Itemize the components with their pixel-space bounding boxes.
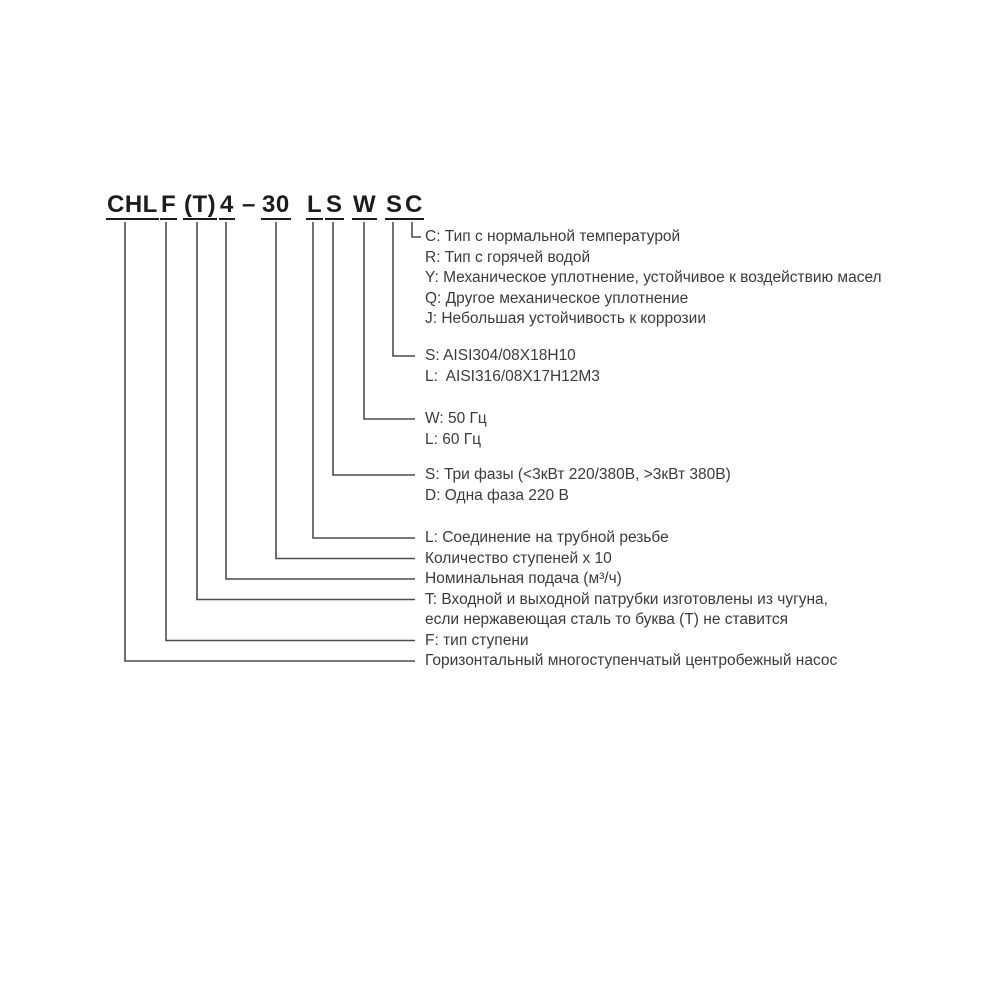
code-part-c: C	[405, 191, 423, 218]
code-part-f: F	[161, 191, 177, 218]
legend-line-connection: L: Соединение на трубной резьбе	[425, 529, 669, 546]
code-part-4: 4	[220, 191, 234, 218]
legend-line-nominal-flow: Номинальная подача (м³/ч)	[425, 570, 622, 587]
legend-block-bottom	[425, 528, 837, 672]
connector-l-to-connection	[313, 222, 415, 538]
legend-line-phase-s: S: Три фазы (<3кВт 220/380В, >3кВт 380В)	[425, 466, 731, 483]
code-part-chl: CHL	[107, 191, 158, 218]
connector-t-to-ports	[197, 222, 415, 600]
legend-line-temp-q: Q: Другое механическое уплотнение	[425, 289, 689, 307]
code-part-s1: S	[326, 191, 343, 218]
legend-line-stage-type: F: тип ступени	[425, 631, 529, 649]
code-part-s2: S	[386, 191, 403, 218]
connector-s-to-material	[393, 222, 415, 356]
legend-line-stage-count: Количество ступеней x 10	[425, 549, 612, 567]
connector-c-to-temperature	[412, 222, 421, 237]
legend-line-phase-d: D: Одна фаза 220 В	[425, 486, 569, 504]
code-part-dash: –	[242, 191, 256, 218]
connector-30-to-stages	[276, 222, 415, 559]
code-part-l1: L	[307, 191, 323, 218]
legend-line-temp-r: R: Тип с горячей водой	[425, 248, 591, 266]
legend-line-material-l: L: AISI316/08X17H12M3	[425, 367, 600, 385]
legend-block-frequency	[425, 409, 487, 450]
code-part-t: (T)	[184, 191, 217, 218]
connector-s-to-phase	[333, 222, 415, 475]
legend-line-temp-y: Y: Механическое уплотнение, устойчивое к воздействию масел	[425, 269, 882, 286]
connector-w-to-frequency	[364, 222, 415, 419]
connector-f-to-stage-type	[166, 222, 415, 641]
legend-line-freq-w: W: 50 Гц	[425, 410, 487, 427]
legend-line-temp-j: J: Небольшая устойчивость к коррозии	[425, 310, 706, 327]
legend-line-ports-2: если нержавеющая сталь то буква (Т) не ставится	[425, 611, 789, 628]
legend-line-material-s: S: AISI304/08X18H10	[425, 347, 576, 364]
connector-chl-to-pump-type	[125, 222, 415, 661]
code-part-30: 30	[262, 191, 290, 218]
legend-block-material	[425, 346, 600, 387]
legend-line-freq-l: L: 60 Гц	[425, 430, 482, 448]
legend-line-pump-type: Горизонтальный многоступенчатый центробежный насос	[425, 652, 838, 669]
connector-4-to-flow	[226, 222, 415, 579]
legend-block-phase	[425, 465, 731, 506]
legend-line-temp-c: C: Тип с нормальной температурой	[425, 228, 681, 245]
legend-line-ports-1: T: Входной и выходной патрубки изготовлены из чугуна,	[425, 590, 828, 608]
legend-block-temperature	[425, 227, 882, 330]
code-part-w: W	[353, 191, 377, 218]
